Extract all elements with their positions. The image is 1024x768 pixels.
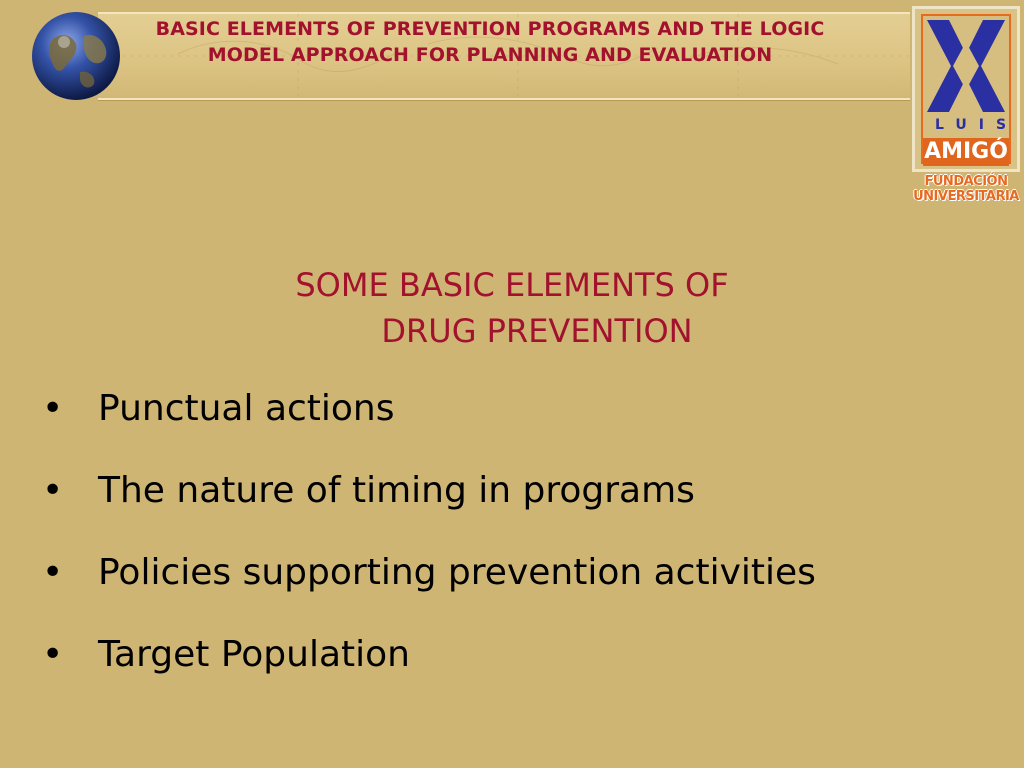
bullet-marker: • — [42, 388, 64, 429]
bullet-marker: • — [42, 552, 64, 593]
bullet-text: Target Population — [98, 634, 410, 675]
logo-word-amigo: AMIGÓ — [924, 139, 1008, 164]
section-heading-line-1: SOME BASIC ELEMENTS OF — [295, 266, 729, 304]
page-title — [110, 16, 870, 68]
university-logo — [908, 6, 1024, 210]
title-line-2: MODEL APPROACH FOR PLANNING AND EVALUATION — [207, 44, 773, 66]
bullet-item — [42, 384, 1002, 466]
globe-icon — [30, 10, 122, 102]
bullet-item — [42, 630, 1002, 712]
bullet-marker: • — [42, 634, 64, 675]
bullet-item — [42, 466, 1002, 548]
logo-caption — [908, 174, 1024, 204]
logo-inner-frame — [921, 14, 1019, 164]
section-heading — [210, 262, 814, 354]
bullet-marker: • — [42, 470, 64, 511]
bullet-text: Punctual actions — [98, 388, 395, 429]
section-heading-line-2: DRUG PREVENTION — [381, 312, 693, 350]
logo-frame — [912, 6, 1020, 172]
bullet-text: The nature of timing in programs — [98, 470, 695, 511]
logo-caption-line-1: FUNDACIÓN — [924, 174, 1008, 189]
bullet-item — [42, 548, 1002, 630]
title-line-1: BASIC ELEMENTS OF PREVENTION PROGRAMS AND THE LOGIC — [155, 18, 825, 40]
logo-caption-line-2: UNIVERSITARIA — [913, 189, 1019, 204]
logo-word-luis: LUIS — [935, 117, 1019, 133]
bullet-text: Policies supporting prevention activities — [98, 552, 816, 593]
logo-emblem-icon — [923, 18, 1009, 114]
bullet-list — [42, 384, 1002, 712]
